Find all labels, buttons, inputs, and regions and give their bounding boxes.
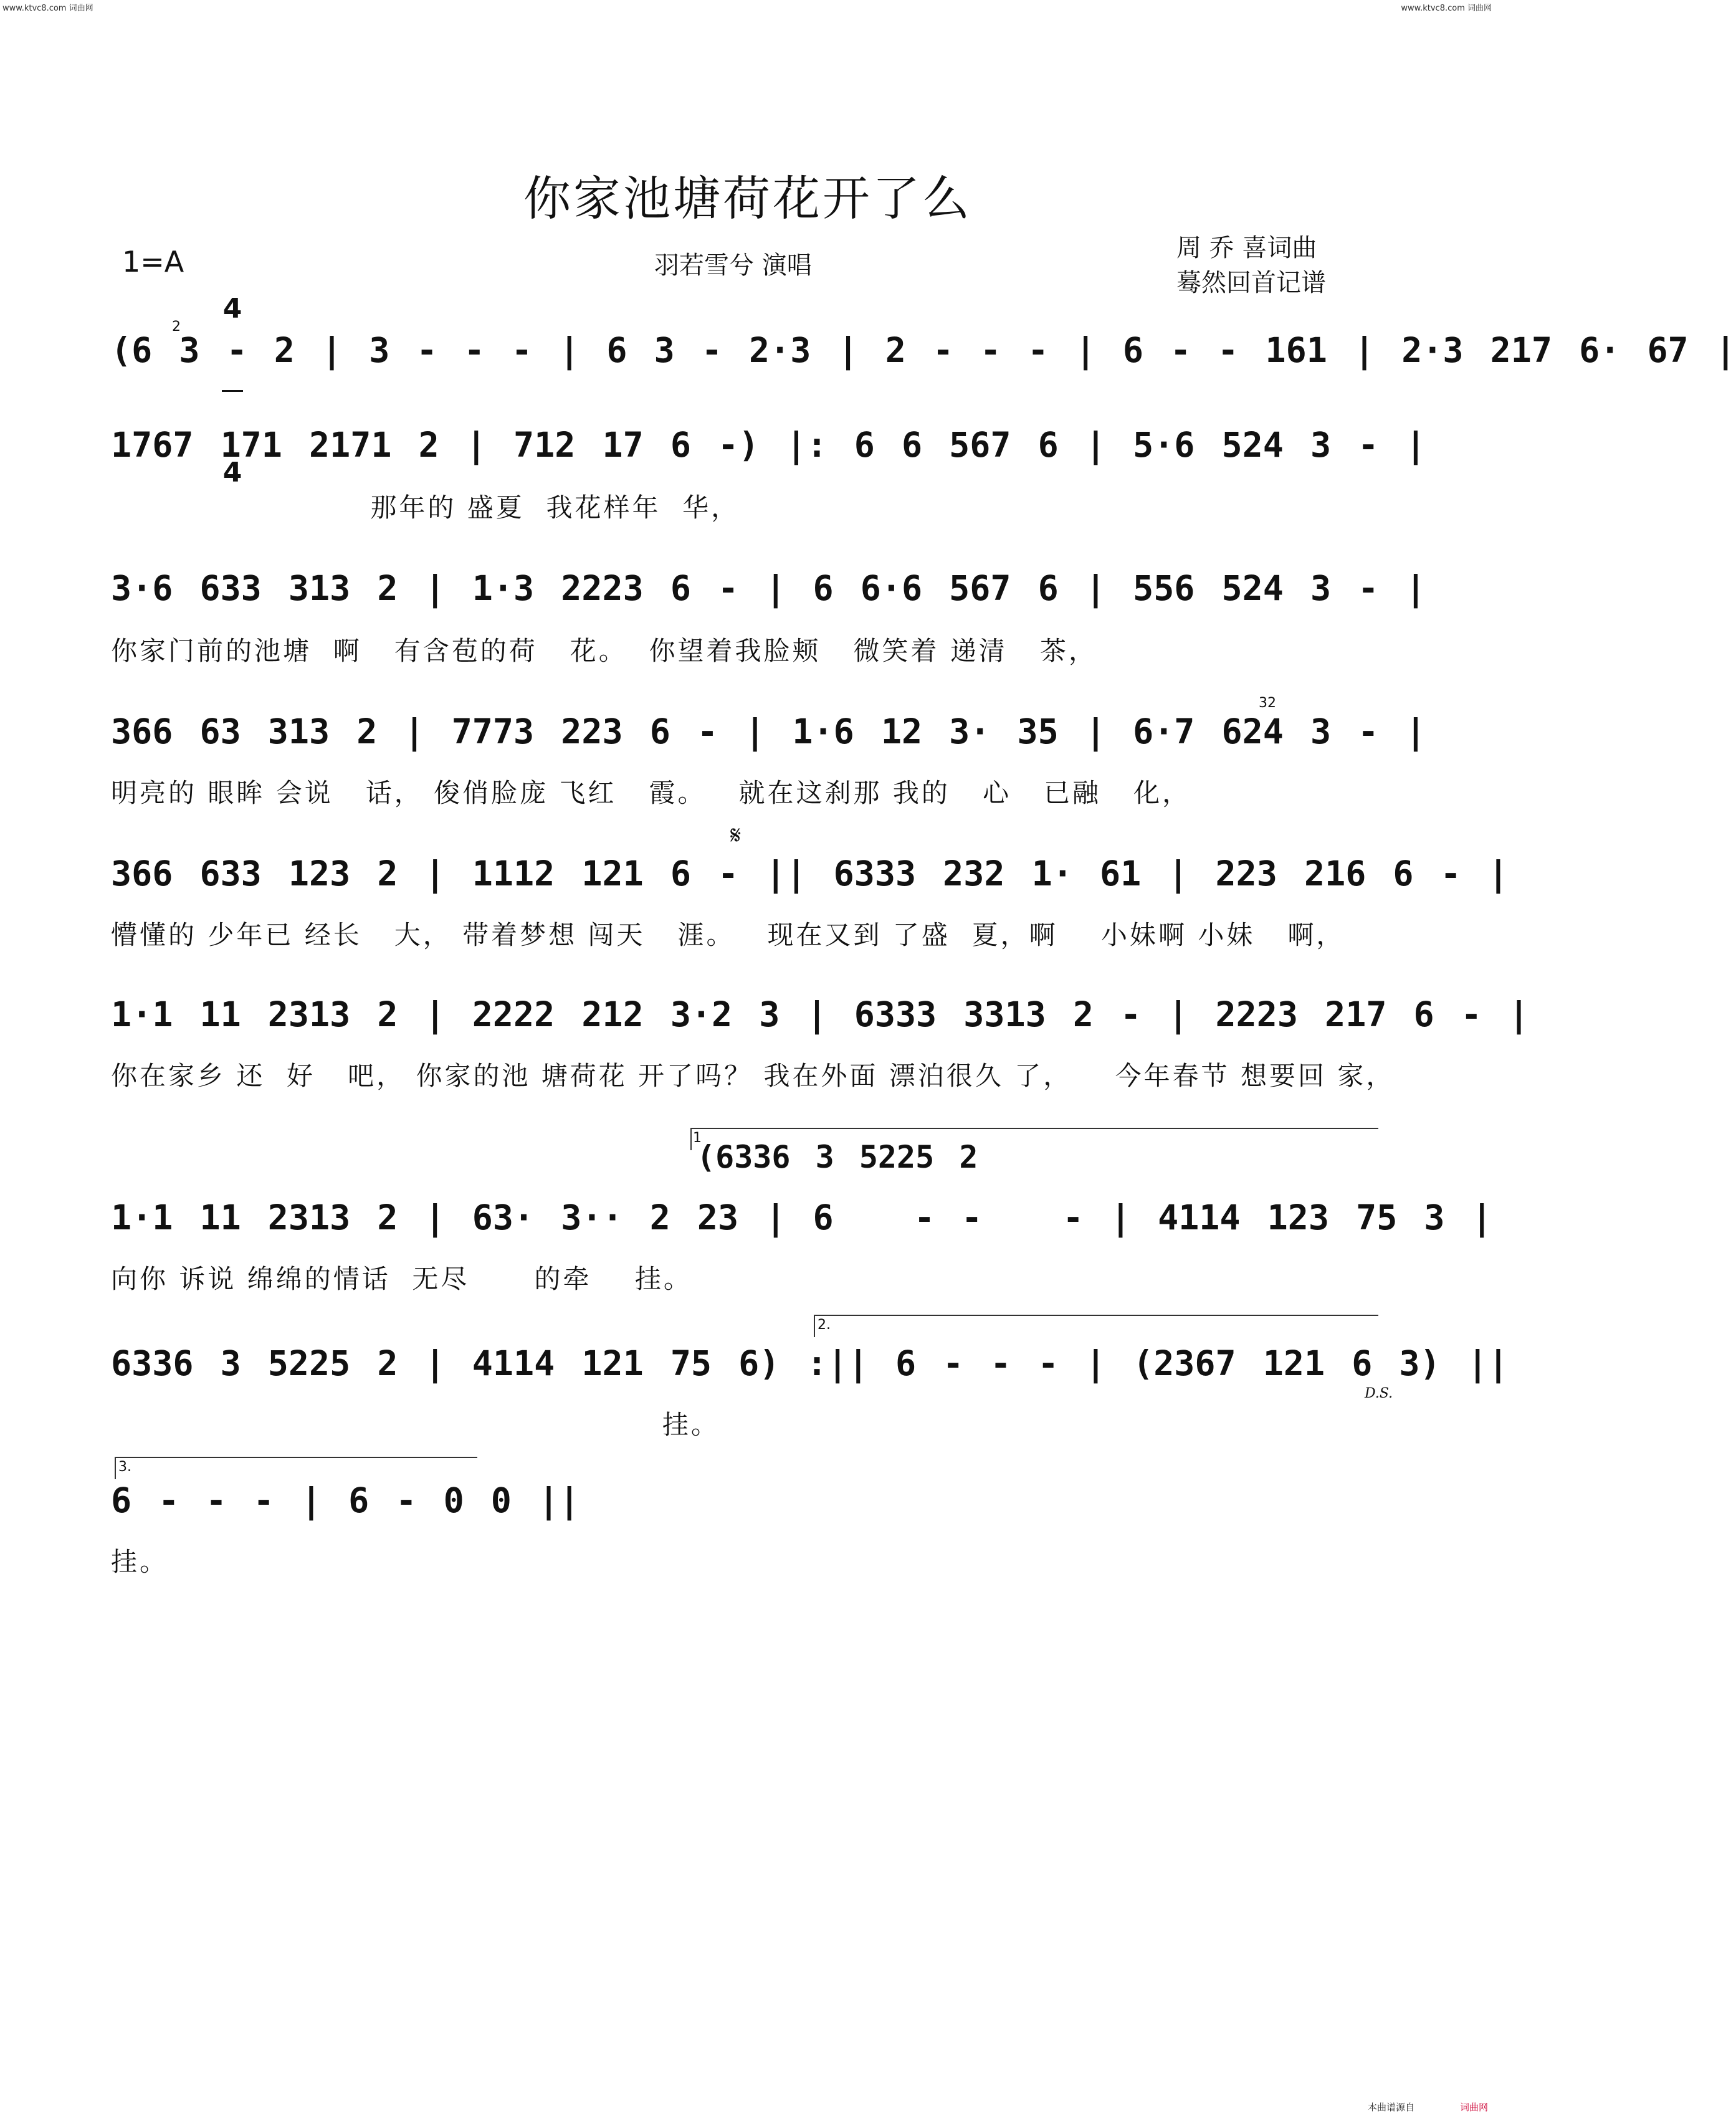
lyric-line-6: 你在家乡 还 好 吧， 你家的池 塘荷花 开了吗？ 我在外面 漂泊很久 了， 今年春节 想要回 家， (111, 1060, 1395, 1091)
lyric-line-9: 挂。 (111, 1546, 169, 1577)
notation-line-8: 6336 3 5225 2 | 4114 121 75 6) :|| 6 - - - | (2367 121 6 3) || (111, 1343, 1509, 1383)
ds-marking: D.S. (1365, 1386, 1393, 1401)
lyric-line-5: 懵懂的 少年已 经长 大， 带着梦想 闯天 涯。 现在又到 了盛 夏，啊 小妹啊 小妹 啊， (111, 920, 1345, 950)
notation-line-3: 3·6 633 313 2 | 1·3 2223 6 - | 6 6·6 567 6 | 556 524 3 - | (111, 568, 1426, 608)
page-title: 你家池塘荷花开了么 (523, 171, 972, 226)
time-signature-top: 4 (222, 293, 242, 325)
grace-note-mark: 32 (1259, 695, 1276, 711)
lyric-line-3: 你家门前的池塘 啊 有含苞的荷 花。 你望着我脸颊 微笑着 递清 茶， (111, 636, 1097, 666)
grace-note-mark: 2 (172, 319, 181, 335)
first-ending-notes: (6336 3 5225 2 (697, 1139, 978, 1175)
second-ending-bracket (814, 1315, 1378, 1337)
key-signature: 1=A (122, 245, 184, 279)
notation-line-5: 366 633 123 2 | 1112 121 6 - || 6333 232 1· 61 | 223 216 6 - | (111, 854, 1509, 894)
third-ending-bracket (115, 1457, 477, 1479)
lyric-line-7: 向你 诉说 绵绵的情话 无尽 的牵 挂。 (111, 1264, 692, 1294)
notation-line-7: 1·1 11 2313 2 | 63· 3·· 2 23 | 6 - - - | 4114 123 75 3 | (111, 1198, 1492, 1237)
lyric-line-4: 明亮的 眼眸 会说 话， 俊俏脸庞 飞红 霞。 就在这刹那 我的 心 已融 化， (111, 778, 1191, 808)
time-signature (217, 228, 248, 522)
segno-sign: 𝄋 (730, 821, 742, 850)
watermark-left: www.ktvc8.com 词曲网 (2, 4, 93, 13)
footer-source: 本曲谱源自 (1367, 2102, 1414, 2113)
notation-line-6: 1·1 11 2313 2 | 2222 212 3·2 3 | 6333 3313 2 - | 2223 217 6 - | (111, 994, 1530, 1034)
third-ending-label: 3. (118, 1459, 131, 1475)
notation-line-2: 1767 171 2171 2 | 712 17 6 -) |: 6 6 567 6 | 5·6 524 3 - | (111, 425, 1426, 465)
time-signature-bottom: 4 (222, 457, 242, 488)
first-ending-label: 1 (693, 1130, 702, 1146)
watermark-right: www.ktvc8.com 词曲网 (1401, 4, 1492, 13)
notation-line-1: (6 3 - 2 | 3 - - - | 6 3 - 2·3 | 2 - - - | 6 - - 161 | 2·3 217 6· 67 | (111, 330, 1736, 370)
second-ending-label: 2. (818, 1317, 831, 1333)
lyric-line-2: 那年的 盛夏 我花样年 华， (111, 492, 740, 523)
transcriber-credit: 蓦然回首记谱 (1176, 269, 1326, 297)
singer-credit: 羽若雪兮 演唱 (654, 251, 812, 280)
lyricist-composer-credit: 周 乔 喜词曲 (1176, 234, 1317, 262)
time-signature-line (222, 390, 243, 392)
footer-site: 词曲网 (1459, 2102, 1488, 2113)
lyric-line-8: 挂。 (111, 1409, 720, 1440)
notation-line-9: 6 - - - | 6 - 0 0 || (111, 1480, 580, 1520)
notation-line-4: 366 63 313 2 | 7773 223 6 - | 1·6 12 3· 35 | 6·7 624 3 - | (111, 712, 1426, 751)
